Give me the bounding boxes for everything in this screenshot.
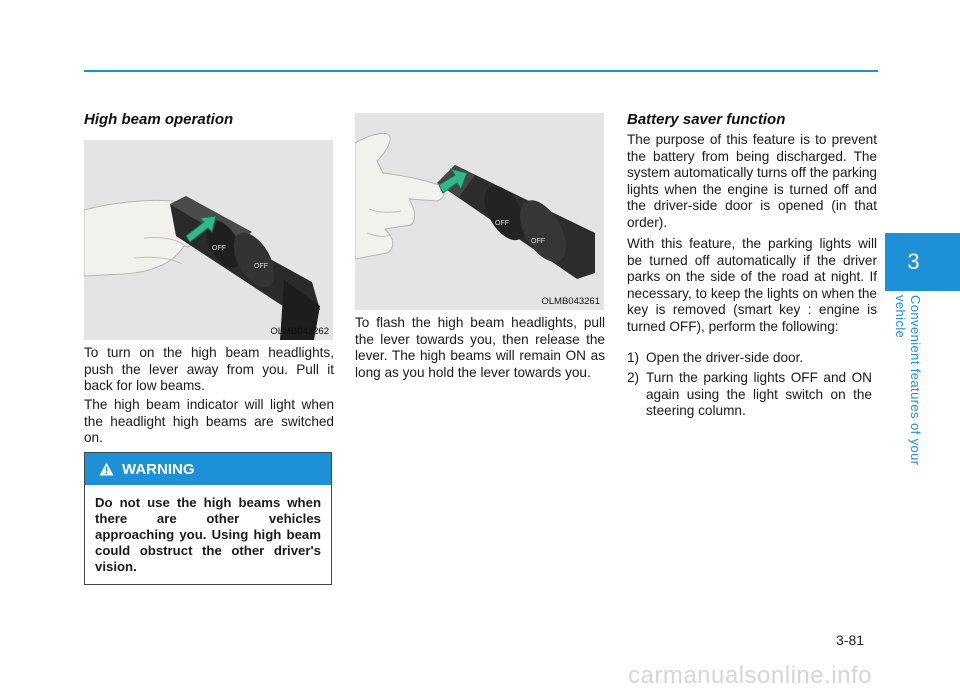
list-item-text: Open the driver-side door.: [646, 350, 804, 365]
lever-pull-illustration: [355, 113, 604, 310]
list-item-number: 1): [627, 350, 640, 365]
warning-triangle-icon: [99, 462, 114, 476]
top-rule: [84, 70, 878, 72]
watermark: carmanualsonline.info: [628, 662, 872, 689]
figure-code: OLMB043262: [270, 326, 329, 337]
warning-box: [84, 452, 332, 585]
heading-high-beam: High beam operation: [84, 111, 234, 128]
paragraph-battery-saver-purpose: The purpose of this feature is to prevent the battery from being discharged. The system automatically turns off the parking lights when the engine is turned off and the driver-side door is opened (in that order).: [627, 132, 877, 230]
list-item: [627, 370, 872, 420]
page-number: 3-81: [836, 632, 865, 648]
chapter-title: Convenient features of your vehicle: [893, 295, 923, 466]
paragraph-high-beam-indicator: The high beam indicator will light when the headlight high beams are switched on.: [84, 397, 334, 445]
paragraph-flash-high-beam: To flash the high beam headlights, pull the lever towards you, then release the lever. The high beams will remain ON as long as you hold the lever towards you.: [355, 315, 605, 380]
paragraph-battery-saver-feature: With this feature, the parking lights will be turned off automatically if the driver parks on the side of the road at night. If necessary, to keep the lights on when the key is removed (smart key : engine is turned OFF), perform the following:: [627, 236, 877, 334]
figure-high-beam-flash: [355, 113, 604, 310]
list-item-number: 2): [627, 370, 640, 385]
lever-label-off-1: OFF: [495, 220, 509, 227]
lever-label-off-2: OFF: [531, 238, 545, 245]
heading-battery-saver: Battery saver function: [627, 111, 786, 128]
warning-header: [85, 453, 331, 485]
list-item: [627, 350, 872, 367]
paragraph-high-beam-on: To turn on the high beam headlights, push the lever away from you. Pull it back for low beams.: [84, 345, 334, 393]
warning-text: Do not use the high beams when there are other vehicles approaching you. Using high beam could obstruct the other driver's vision.: [95, 495, 321, 574]
figure-code: OLMB043261: [541, 296, 600, 307]
lever-push-illustration: [84, 140, 333, 340]
warning-title: WARNING: [122, 460, 195, 478]
list-item-text: Turn the parking lights OFF and ON again using the light switch on the steering column.: [646, 370, 872, 418]
lever-label-off-2: OFF: [254, 263, 268, 270]
figure-high-beam-push: [84, 140, 333, 340]
chapter-number-tab: 3: [885, 233, 960, 291]
lever-label-off-1: OFF: [212, 245, 226, 252]
